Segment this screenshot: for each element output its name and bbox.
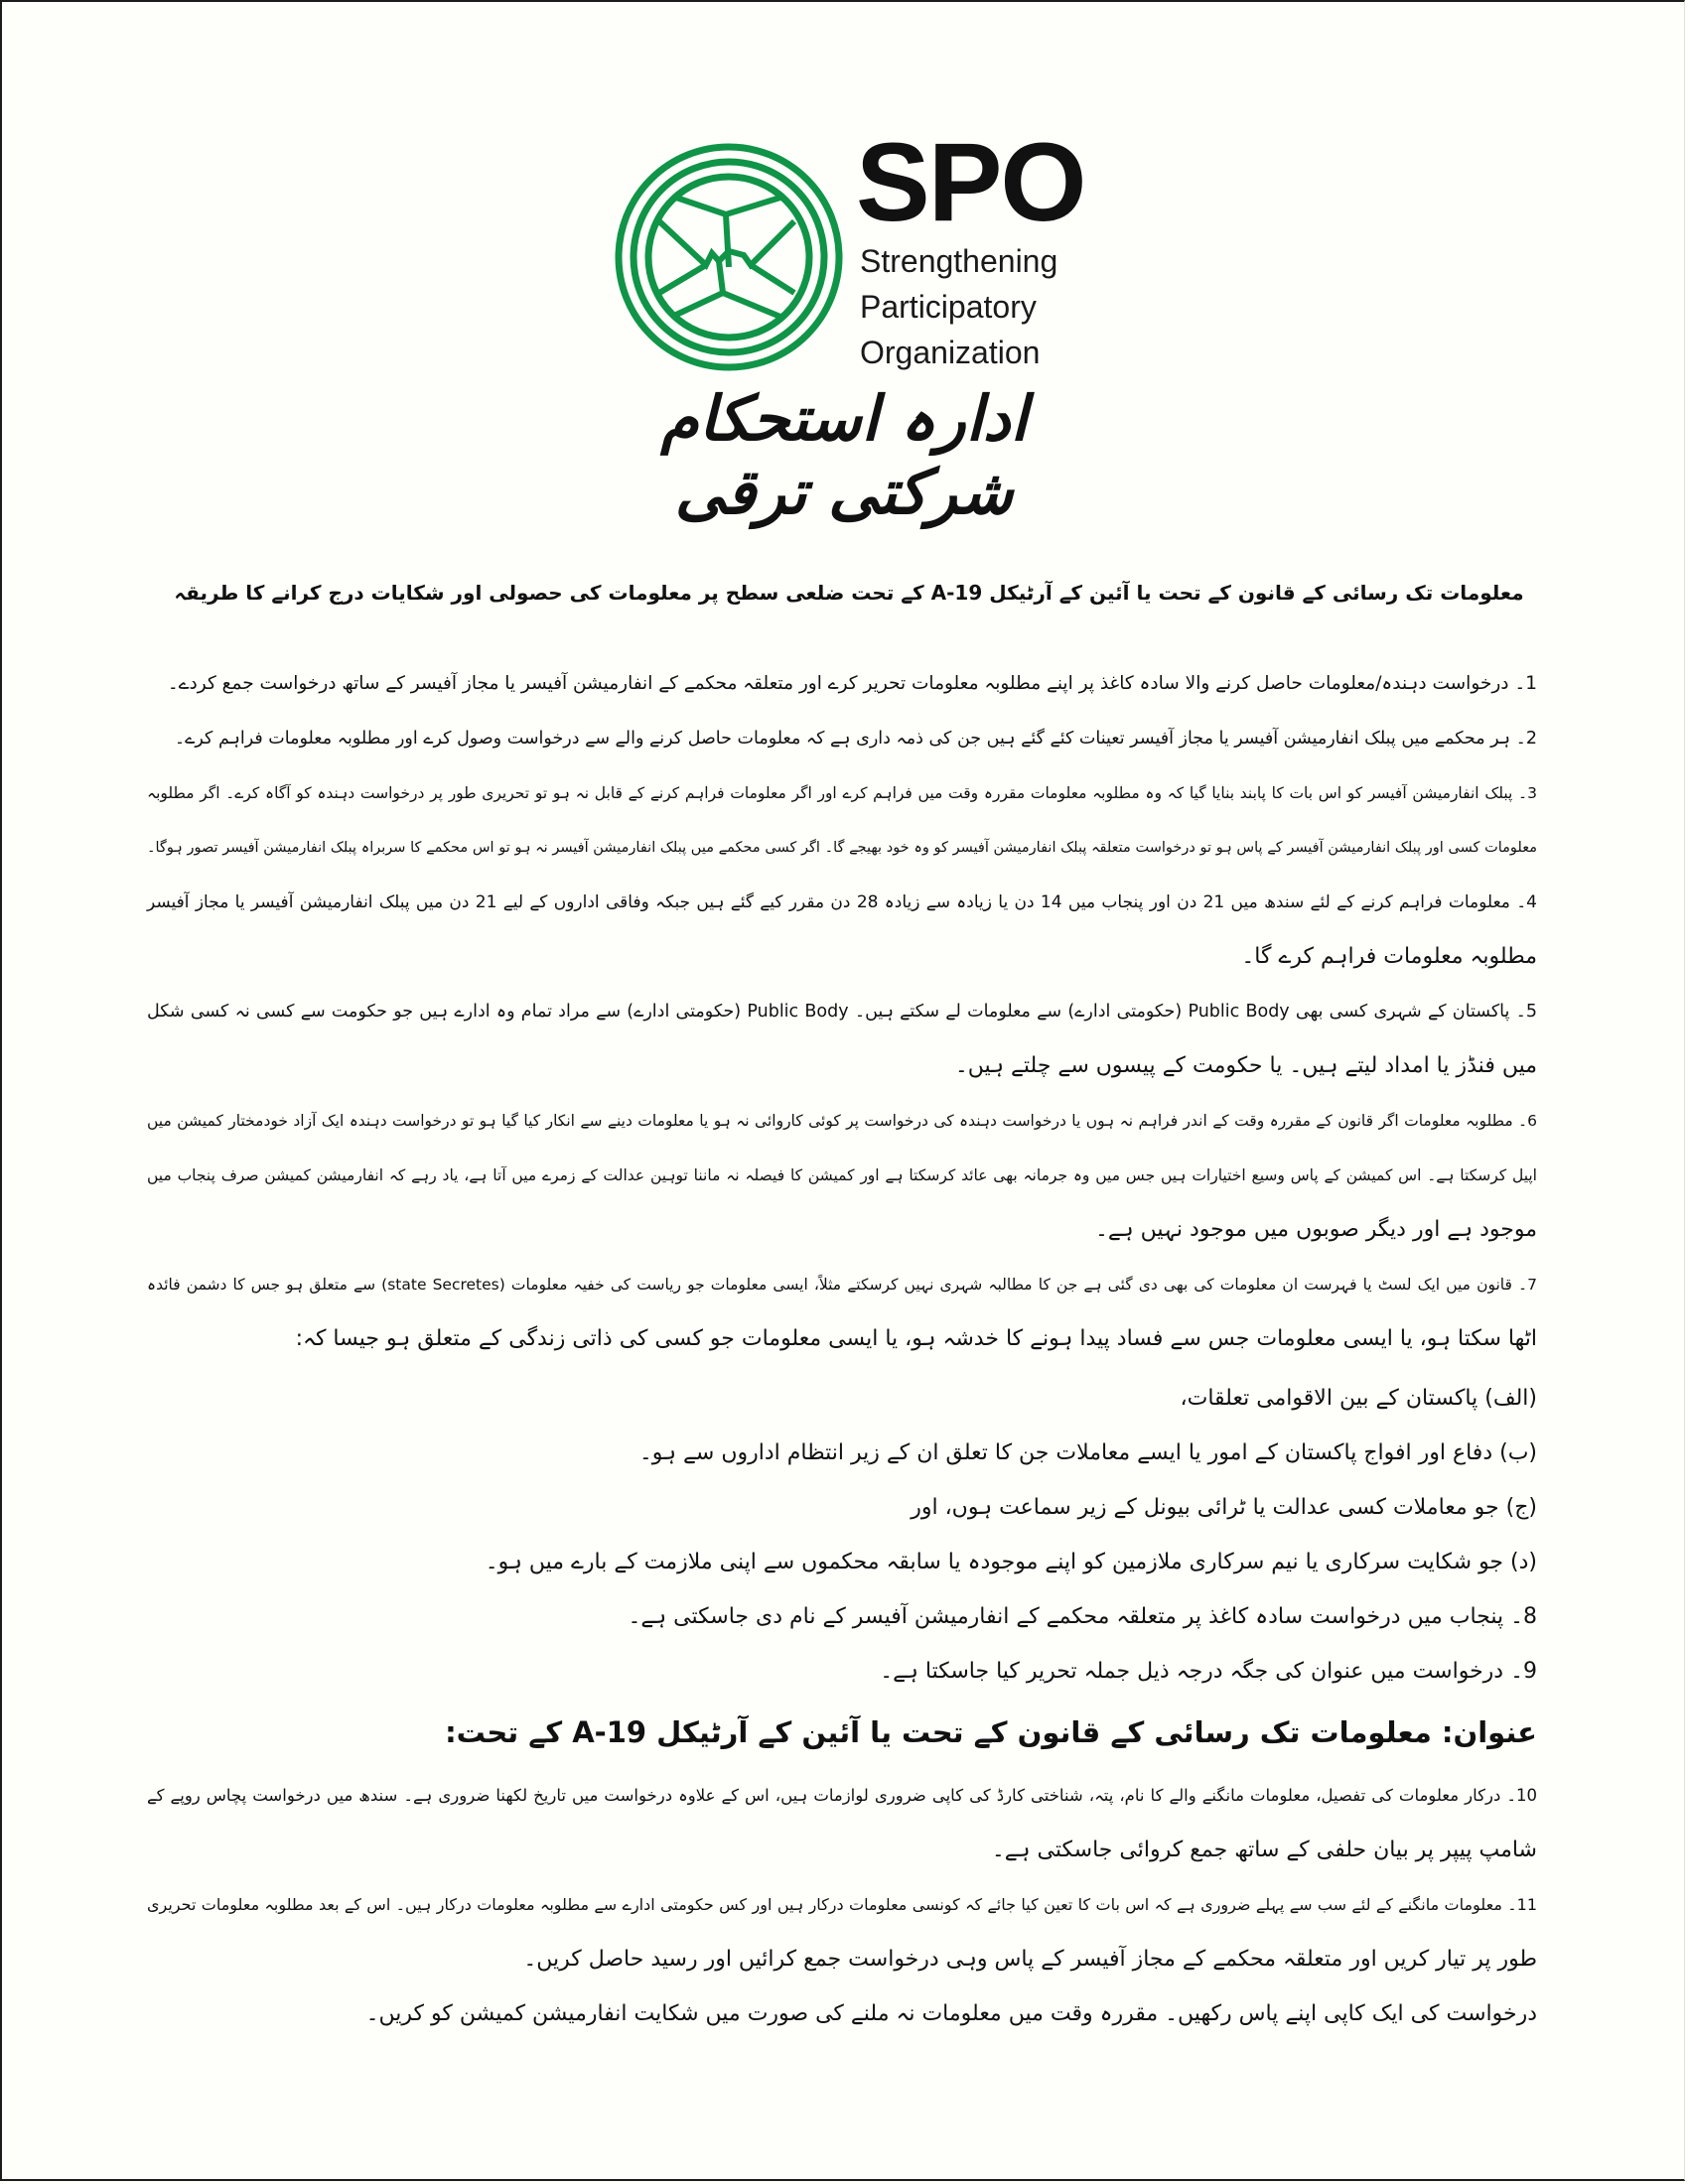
paragraph-3-line-1: 3۔ پبلک انفارمیشن آفیسر کو اس بات کا پابند بنایا گیا کہ وہ مطلوبہ معلومات مقررہ وقت میں فراہم کرے اور اگر معلومات فراہم کرنے کے قابل نہ ہو تو تحریری طور پر درخواست دہندہ کو آگاہ کرے۔ اگر مطلوبہ bbox=[147, 784, 1537, 802]
paragraph-7-line-2: اٹھا سکتا ہو، یا ایسی معلومات جس سے فساد پیدا ہونے کا خدشہ ہو، یا ایسی معلومات جو کسی کی ذاتی زندگی کے متعلق ہو جیسا کہ: bbox=[295, 1326, 1537, 1351]
list-item-jeem: (ج) جو معاملات کسی عدالت یا ٹرائی بیونل کے زیر سماعت ہوں، اور bbox=[911, 1495, 1537, 1520]
subject-line: عنوان: معلومات تک رسائی کے قانون کے تحت یا آئین کے آرٹیکل A-19 کے تحت: bbox=[445, 1715, 1537, 1749]
closing-note: درخواست کی ایک کاپی اپنے پاس رکھیں۔ مقررہ وقت میں معلومات نہ ملنے کی صورت میں شکایت انفارمیشن کمیشن کو کریں۔ bbox=[365, 2001, 1537, 2026]
list-item-alif: (الف) پاکستان کے بین الاقوامی تعلقات، bbox=[1180, 1386, 1537, 1411]
paragraph-11-line-2: طور پر تیار کریں اور متعلقہ محکمے کے مجاز آفیسر کے پاس وہی درخواست جمع کرائیں اور رسید حاصل کریں۔ bbox=[523, 1947, 1537, 1972]
paragraph-1: 1۔ درخواست دہندہ/معلومات حاصل کرنے والا سادہ کاغذ پر اپنے مطلوبہ معلومات تحریر کرے اور متعلقہ محکمے کے انفارمیشن آفیسر یا مجاز آفیسر کے ساتھ درخواست جمع کردے۔ bbox=[167, 673, 1537, 694]
brand-name-line: Organization bbox=[860, 335, 1041, 370]
paragraph-5-line-1: 5۔ پاکستان کے شہری کسی بھی Public Body (حکومتی ادارے) سے معلومات لے سکتے ہیں۔ Public Body (حکومتی ادارے) سے مراد تمام وہ ادارے ہیں جو حکومت سے کسی نہ کسی شکل bbox=[147, 1002, 1538, 1022]
spo-logo-icon bbox=[614, 142, 844, 372]
paragraph-10-line-2: شامپ پیپر پر بیان حلفی کے ساتھ جمع کروائی جاسکتی ہے۔ bbox=[991, 1838, 1537, 1862]
paragraph-4-line-1: 4۔ معلومات فراہم کرنے کے لئے سندھ میں 21 دن اور پنجاب میں 14 دن یا زیادہ سے زیادہ 28 دن مقرر کیے گئے ہیں جبکہ وفاقی اداروں کے لیے 21 دن میں پبلک انفارمیشن آفیسر یا مجاز آفیسر bbox=[147, 892, 1537, 912]
brand-abbreviation: SPO bbox=[856, 120, 1085, 244]
paragraph-11-line-1: 11۔ معلومات مانگنے کے لئے سب سے پہلے ضروری ہے کہ اس بات کا تعین کیا جائے کہ کونسی معلومات درکار ہیں اور کس حکومتی ادارے سے مطلوبہ معلومات درکار ہیں۔ اس کے بعد مطلوبہ معلومات تحریری bbox=[147, 1895, 1537, 1914]
brand-name-line: Participatory bbox=[860, 289, 1037, 325]
brand-name-line: Strengthening bbox=[860, 243, 1058, 279]
brand-urdu-name: ادارہ استحکام شرکتی ترقی bbox=[660, 382, 1028, 529]
document-title: معلومات تک رسائی کے قانون کے تحت یا آئین کے آرٹیکل A-19 کے تحت ضلعی سطح پر معلومات کی حصولی اور شکایات درج کرانے کا طریقہ bbox=[174, 581, 1524, 605]
list-item-dal: (د) جو شکایت سرکاری یا نیم سرکاری ملازمین کو اپنے موجودہ یا سابقہ محکموں سے اپنی ملازمت کے بارے میں ہو۔ bbox=[485, 1550, 1537, 1574]
paragraph-6-line-2: اپیل کرسکتا ہے۔ اس کمیشن کے پاس وسیع اختیارات ہیں جس میں وہ جرمانہ بھی عائد کرسکتا ہے اور کمیشن کا فیصلہ نہ ماننا توہین عدالت کے زمرے میں آتا ہے، یاد رہے کہ انفارمیشن کمیشن صرف پنجاب میں bbox=[147, 1166, 1537, 1184]
paragraph-2: 2۔ ہر محکمے میں پبلک انفارمیشن آفیسر یا مجاز آفیسر تعینات کئے گئے ہیں جن کی ذمہ داری ہے کہ معلومات حاصل کرنے والے سے درخواست وصول کرے اور مطلوبہ معلومات فراہم کرے۔ bbox=[174, 729, 1537, 749]
paragraph-10-line-1: 10۔ درکار معلومات کی تفصیل، معلومات مانگنے والے کا نام، پتہ، شناختی کارڈ کی کاپی ضروری لوازمات ہیں، اس کے علاوہ درخواست میں تاریخ لکھنا ضروری ہے۔ سندھ میں درخواست پچاس روپے کے bbox=[147, 1786, 1537, 1805]
brand-full-name bbox=[860, 238, 1057, 375]
paragraph-5-line-2: میں فنڈز یا امداد لیتے ہیں۔ یا حکومت کے پیسوں سے چلتے ہیں۔ bbox=[954, 1053, 1537, 1078]
paragraph-4-line-2: مطلوبہ معلومات فراہم کرے گا۔ bbox=[1241, 944, 1537, 969]
paragraph-8: 8۔ پنجاب میں درخواست سادہ کاغذ پر متعلقہ محکمے کے انفارمیشن آفیسر کے نام دی جاسکتی ہے۔ bbox=[628, 1604, 1537, 1629]
paragraph-7-line-1: 7۔ قانون میں ایک لسٹ یا فہرست ان معلومات کی بھی دی گئی ہے جن کا مطالبہ شہری نہیں کرسکتے مثلاً، ایسی معلومات جو ریاست کی خفیہ معلومات (state Secretes) سے متعلق ہو جس کا دشمن فائدہ bbox=[147, 1276, 1537, 1294]
list-item-be: (ب) دفاع اور افواج پاکستان کے امور یا ایسے معاملات جن کا تعلق ان کے زیر انتظام اداروں سے ہو۔ bbox=[638, 1440, 1537, 1465]
paragraph-6-line-1: 6۔ مطلوبہ معلومات اگر قانون کے مقررہ وقت کے اندر فراہم نہ ہوں یا درخواست دہندہ کی درخواست پر کوئی کاروائی نہ ہو یا معلومات دینے سے انکار کیا گیا ہو تو درخواست دہندہ ایک آزاد خودمختار کمیشن میں bbox=[147, 1112, 1537, 1130]
paragraph-9: 9۔ درخواست میں عنوان کی جگہ درجہ ذیل جملہ تحریر کیا جاسکتا ہے۔ bbox=[880, 1659, 1537, 1684]
paragraph-6-line-3: موجود ہے اور دیگر صوبوں میں موجود نہیں ہے۔ bbox=[1094, 1217, 1537, 1242]
paragraph-3-line-2: معلومات کسی اور پبلک انفارمیشن آفیسر کے پاس ہو تو درخواست متعلقہ پبلک انفارمیشن آفیسر کو وہ خود بھیجے گا۔ اگر کسی محکمے میں پبلک انفارمیشن آفیسر نہ ہو تو اس محکمے کا سربراہ پبلک انفارمیشن آفیسر تصور ہوگا۔ bbox=[147, 840, 1537, 856]
